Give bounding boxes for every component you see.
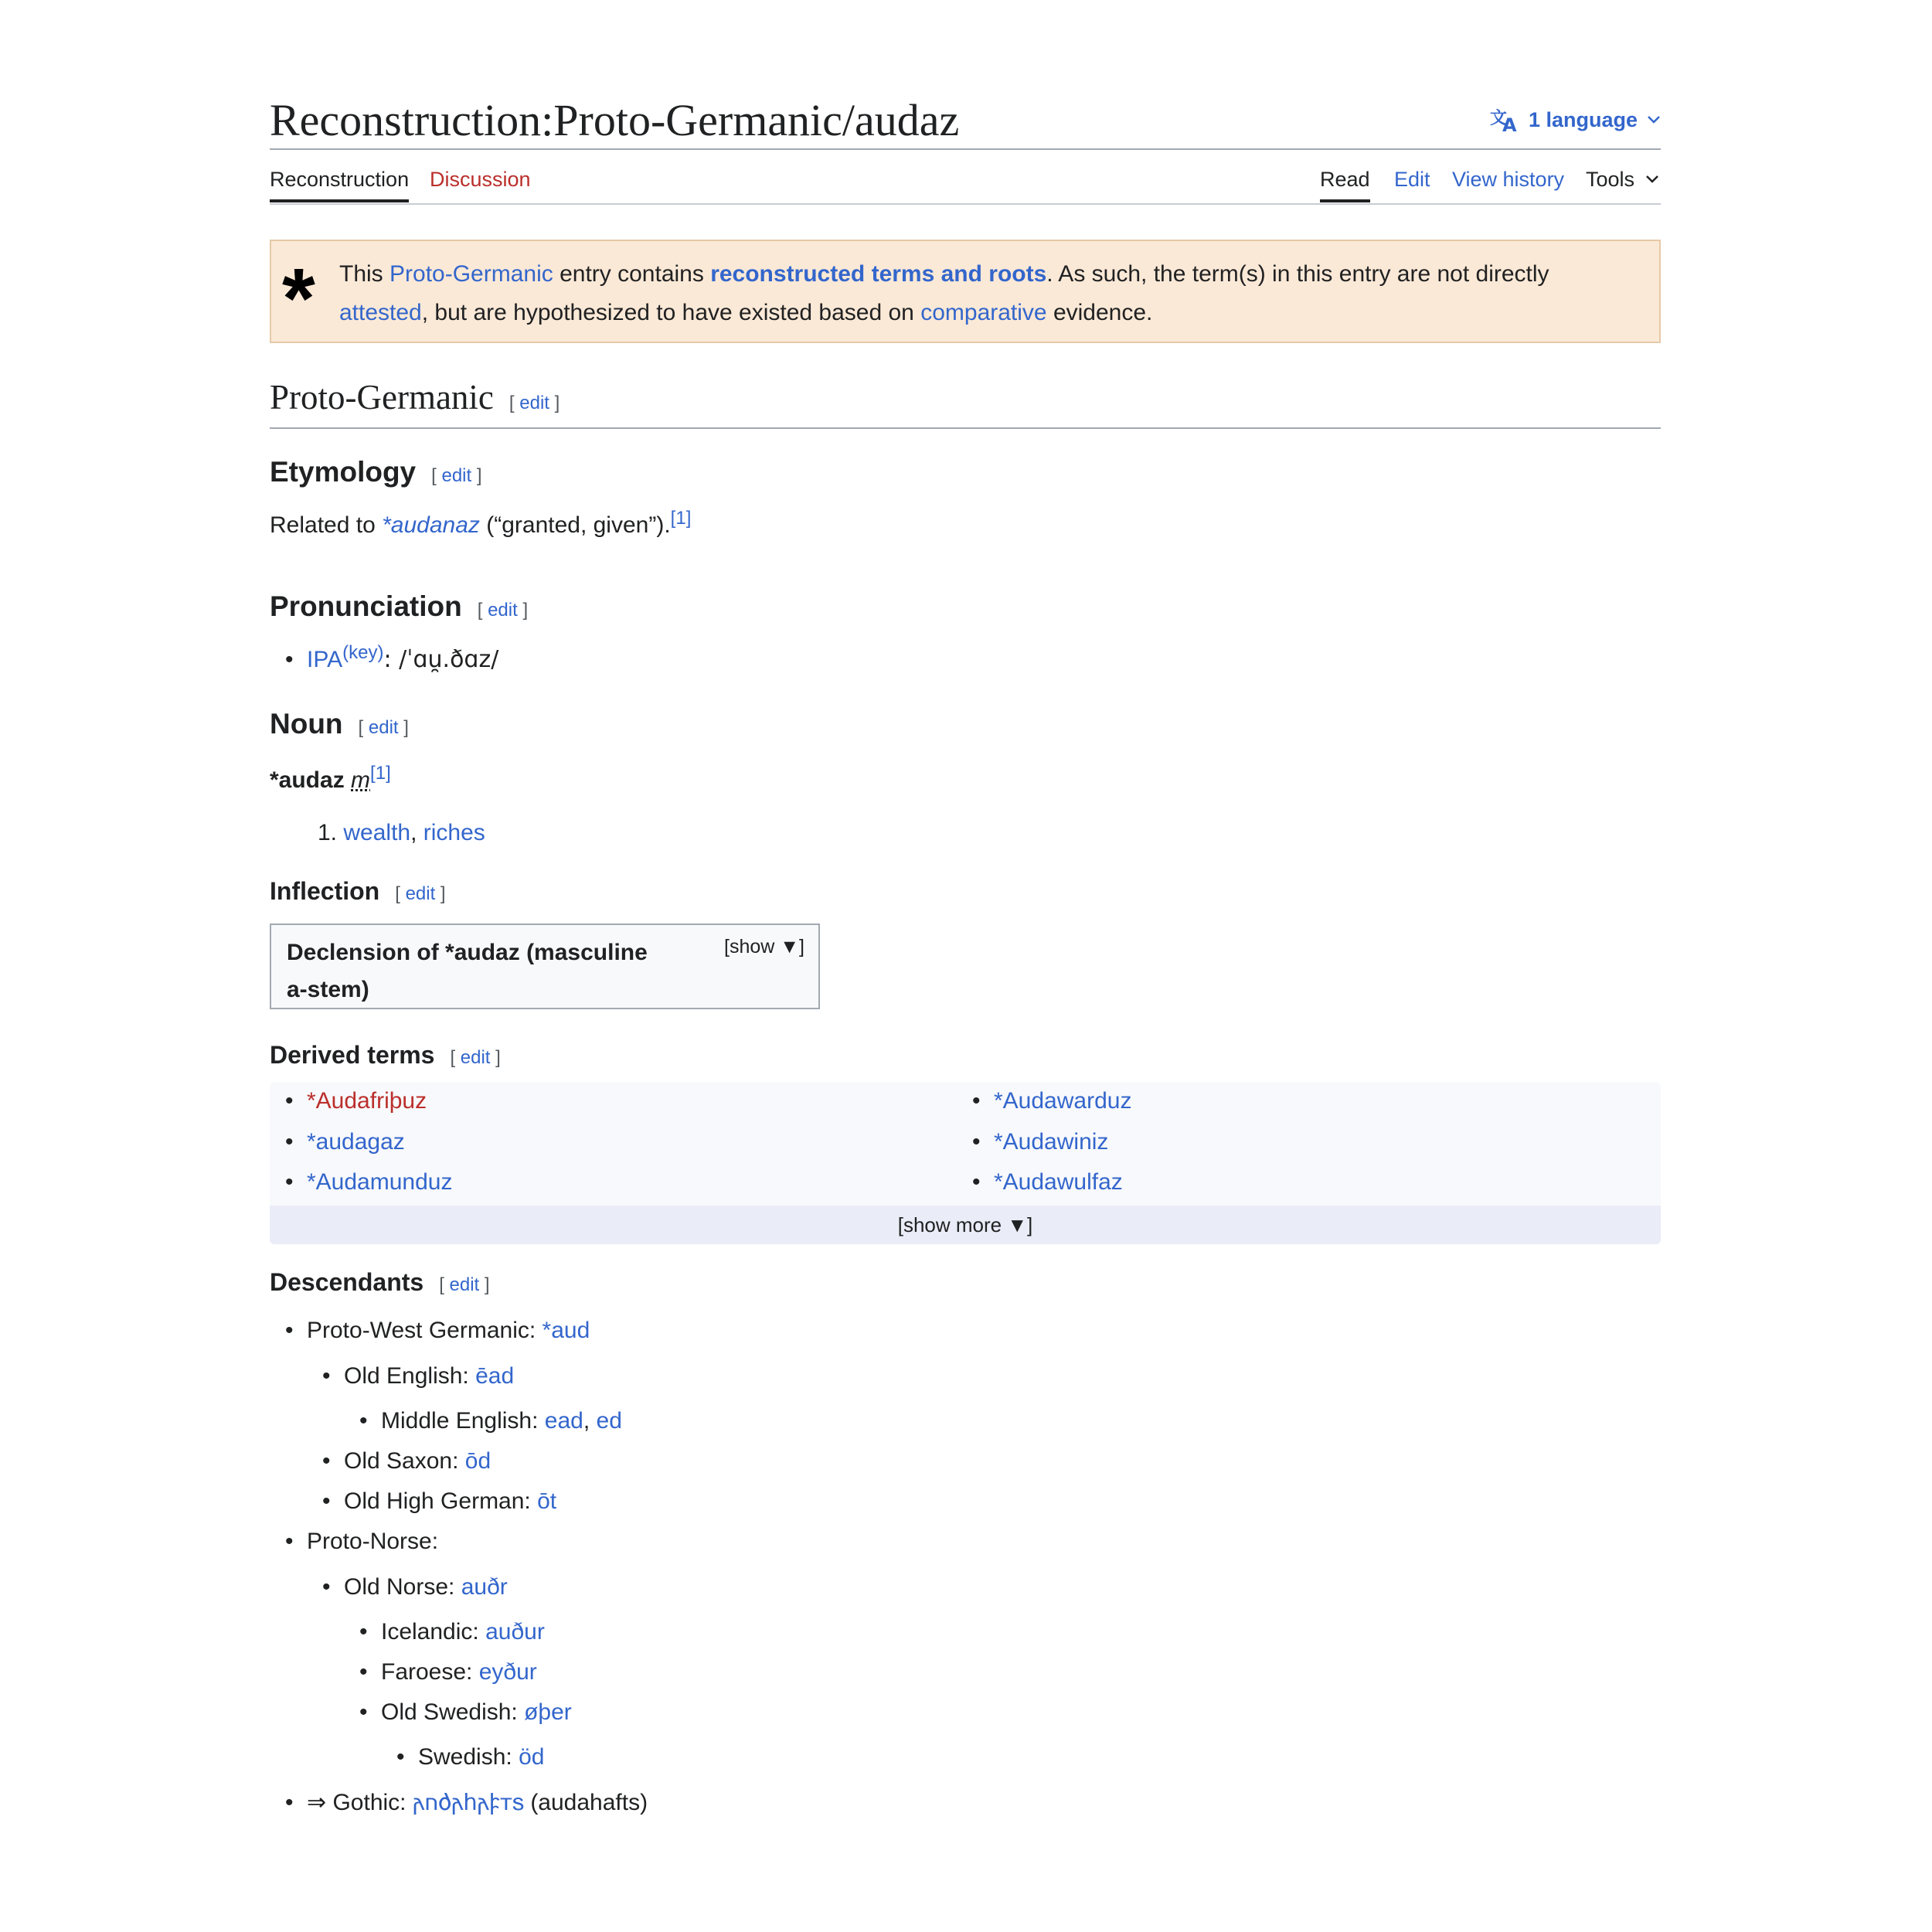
descendant-item xyxy=(381,1617,545,1648)
attested-link[interactable]: attested xyxy=(339,300,422,325)
svg-text:A: A xyxy=(1502,114,1517,133)
edit-link[interactable]: edit xyxy=(368,717,399,738)
descendant-item xyxy=(344,1446,491,1477)
descendant-link[interactable]: eyður xyxy=(478,1659,537,1685)
proto-germanic-link[interactable]: Proto-Germanic xyxy=(389,261,553,287)
language-heading-text: Proto-Germanic xyxy=(270,378,494,417)
etymology-heading xyxy=(270,454,482,494)
descendant-label: Old English: xyxy=(344,1363,476,1389)
language-heading xyxy=(270,376,560,425)
descendant-item xyxy=(307,1787,648,1818)
inflection-heading xyxy=(270,875,446,910)
etymology-prefix: Related to xyxy=(270,512,383,538)
edit-link[interactable]: edit xyxy=(488,600,518,621)
edit-section: [ edit ] xyxy=(395,883,446,904)
descendant-link[interactable]: *aud xyxy=(542,1318,590,1343)
title-divider xyxy=(270,148,1661,150)
list-item xyxy=(994,1167,1123,1198)
descendant-label: Swedish: xyxy=(418,1744,519,1770)
reconstructed-terms-link[interactable]: reconstructed terms and roots xyxy=(710,261,1047,287)
page-title: Reconstruction:Proto-Germanic/audaz xyxy=(270,95,960,145)
asterisk-icon: * xyxy=(282,251,315,346)
descendant-item xyxy=(381,1406,622,1437)
transliteration: (audahafts) xyxy=(523,1790,648,1815)
descendant-label: Proto-West Germanic: xyxy=(307,1318,543,1343)
show-more-button[interactable]: [show more ▼] xyxy=(270,1206,1661,1244)
ipa-link[interactable]: IPA xyxy=(307,647,343,672)
notice-text-part: This xyxy=(339,261,390,287)
descendant-label: Old High German: xyxy=(344,1488,538,1514)
edit-link[interactable]: edit xyxy=(405,883,436,904)
descendant-label: Icelandic: xyxy=(381,1619,486,1645)
pronunciation-heading xyxy=(270,589,528,628)
descendant-link[interactable]: ead xyxy=(544,1408,583,1434)
declension-table xyxy=(270,923,820,1009)
descendant-item xyxy=(344,1486,556,1517)
notice-text-part: evidence. xyxy=(1046,300,1153,325)
separator: , xyxy=(583,1408,597,1434)
edit-section: [ edit ] xyxy=(509,393,560,413)
descendant-link[interactable]: ēad xyxy=(475,1363,515,1389)
descendant-item xyxy=(418,1742,544,1773)
etymology-heading-text: Etymology xyxy=(270,456,417,488)
descendant-link[interactable]: ōd xyxy=(464,1448,492,1474)
derived-term-link[interactable]: *Audafriþuz xyxy=(307,1088,427,1114)
derived-terms-box xyxy=(270,1082,1661,1244)
riches-link[interactable]: riches xyxy=(423,820,485,845)
noun-heading-text: Noun xyxy=(270,708,343,740)
chevron-down-icon xyxy=(1645,175,1659,184)
notice-text-part: entry contains xyxy=(553,261,711,287)
descendant-item xyxy=(344,1361,514,1392)
derived-term-link[interactable]: *Audamunduz xyxy=(307,1169,453,1195)
derived-term-link[interactable]: *Audawiniz xyxy=(994,1129,1109,1155)
etymology-gloss: (“granted, given”). xyxy=(479,512,671,538)
reference-link[interactable]: [1] xyxy=(670,508,692,529)
sense-1 xyxy=(318,818,485,849)
ipa-value: : /ˈɑu̯.ðɑz/ xyxy=(383,646,499,673)
wealth-link[interactable]: wealth xyxy=(343,820,411,845)
list-item xyxy=(307,1127,405,1158)
edit-link[interactable]: edit xyxy=(519,393,549,413)
tab-discussion[interactable]: Discussion xyxy=(430,168,531,191)
descendant-label: Old Norse: xyxy=(344,1574,461,1600)
sense-number: 1. xyxy=(318,820,338,845)
list-item xyxy=(994,1086,1131,1117)
derived-terms-heading xyxy=(270,1039,501,1074)
descendant-label: Old Saxon: xyxy=(344,1448,465,1474)
descendant-label: ⇒ Gothic: xyxy=(307,1790,413,1815)
list-item xyxy=(994,1127,1108,1158)
descendant-link[interactable]: auður xyxy=(485,1619,545,1645)
notice-text-part: . As such, the term(s) in this entry are not directly xyxy=(1046,261,1549,287)
descendant-link[interactable]: 𐌰𐌿𐌳𐌰𐌷𐌰𐍆𐍄𐍃 xyxy=(412,1789,524,1816)
descendant-item xyxy=(381,1697,572,1728)
descendant-item xyxy=(344,1572,508,1603)
tab-edit[interactable]: Edit xyxy=(1394,168,1430,191)
edit-link[interactable]: edit xyxy=(460,1047,491,1068)
descendant-label: Middle English: xyxy=(381,1408,545,1434)
descendant-label: Proto-Norse: xyxy=(307,1529,439,1554)
etymology-text xyxy=(270,510,691,541)
pronunciation-heading-text: Pronunciation xyxy=(270,590,462,622)
list-item xyxy=(307,1086,427,1117)
edit-section: [ edit ] xyxy=(439,1274,490,1295)
gender: m xyxy=(351,767,371,793)
descendants-heading-text: Descendants xyxy=(270,1268,424,1296)
edit-link[interactable]: edit xyxy=(441,465,472,486)
comparative-link[interactable]: comparative xyxy=(920,300,1047,325)
descendant-label: Faroese: xyxy=(381,1659,479,1685)
tab-reconstruction[interactable]: Reconstruction xyxy=(270,165,409,193)
inflection-heading-text: Inflection xyxy=(270,877,380,905)
descendant-link[interactable]: öd xyxy=(519,1744,545,1770)
descendant-item xyxy=(307,1315,590,1346)
separator: , xyxy=(410,820,423,845)
language-button-label: 1 language xyxy=(1528,107,1638,131)
declension-title: Declension of *audaz (masculine a-stem) xyxy=(287,940,648,1002)
tools-label: Tools xyxy=(1586,168,1635,191)
derived-term-link[interactable]: *audagaz xyxy=(307,1129,405,1155)
notice-text-part: , but are hypothesized to have existed based on xyxy=(421,300,921,325)
show-toggle[interactable]: [show ▼] xyxy=(724,936,804,957)
tools-menu[interactable] xyxy=(1586,165,1659,193)
language-divider xyxy=(270,427,1661,429)
descendant-link[interactable]: auðr xyxy=(461,1574,508,1600)
notice-text xyxy=(339,255,1628,332)
tab-read[interactable]: Read xyxy=(1320,165,1370,193)
edit-section: [ edit ] xyxy=(450,1047,501,1068)
language-button[interactable] xyxy=(1490,107,1661,133)
descendant-label: Old Swedish: xyxy=(381,1699,525,1725)
descendant-item xyxy=(307,1526,438,1557)
reconstruction-notice xyxy=(270,240,1661,346)
derived-term-link[interactable]: *Audawarduz xyxy=(994,1088,1132,1114)
svg-text:文: 文 xyxy=(1489,109,1507,128)
ipa-item xyxy=(307,642,499,675)
tabs-divider xyxy=(270,203,1661,205)
descendant-item xyxy=(381,1657,537,1688)
derived-term-link[interactable]: *Audawulfaz xyxy=(994,1169,1123,1195)
reference-link[interactable]: [1] xyxy=(370,763,391,784)
edit-section: [ edit ] xyxy=(431,465,482,486)
headword-line xyxy=(270,765,391,796)
edit-section: [ edit ] xyxy=(358,717,409,738)
descendant-link[interactable]: ed xyxy=(596,1408,622,1434)
edit-section: [ edit ] xyxy=(477,600,529,621)
descendants-heading xyxy=(270,1266,490,1301)
list-item xyxy=(307,1167,452,1198)
audanaz-link[interactable]: *audanaz xyxy=(382,512,480,538)
translate-icon xyxy=(1490,107,1519,133)
chevron-down-icon xyxy=(1647,115,1661,124)
descendant-link[interactable]: øþer xyxy=(524,1699,572,1725)
noun-heading xyxy=(270,706,409,746)
edit-link[interactable]: edit xyxy=(449,1274,480,1295)
descendant-link[interactable]: ōt xyxy=(537,1488,557,1514)
tab-view-history[interactable]: View history xyxy=(1452,168,1565,191)
derived-terms-heading-text: Derived terms xyxy=(270,1041,435,1069)
headword: *audaz xyxy=(270,767,345,793)
ipa-key-link[interactable]: (key) xyxy=(342,642,384,663)
